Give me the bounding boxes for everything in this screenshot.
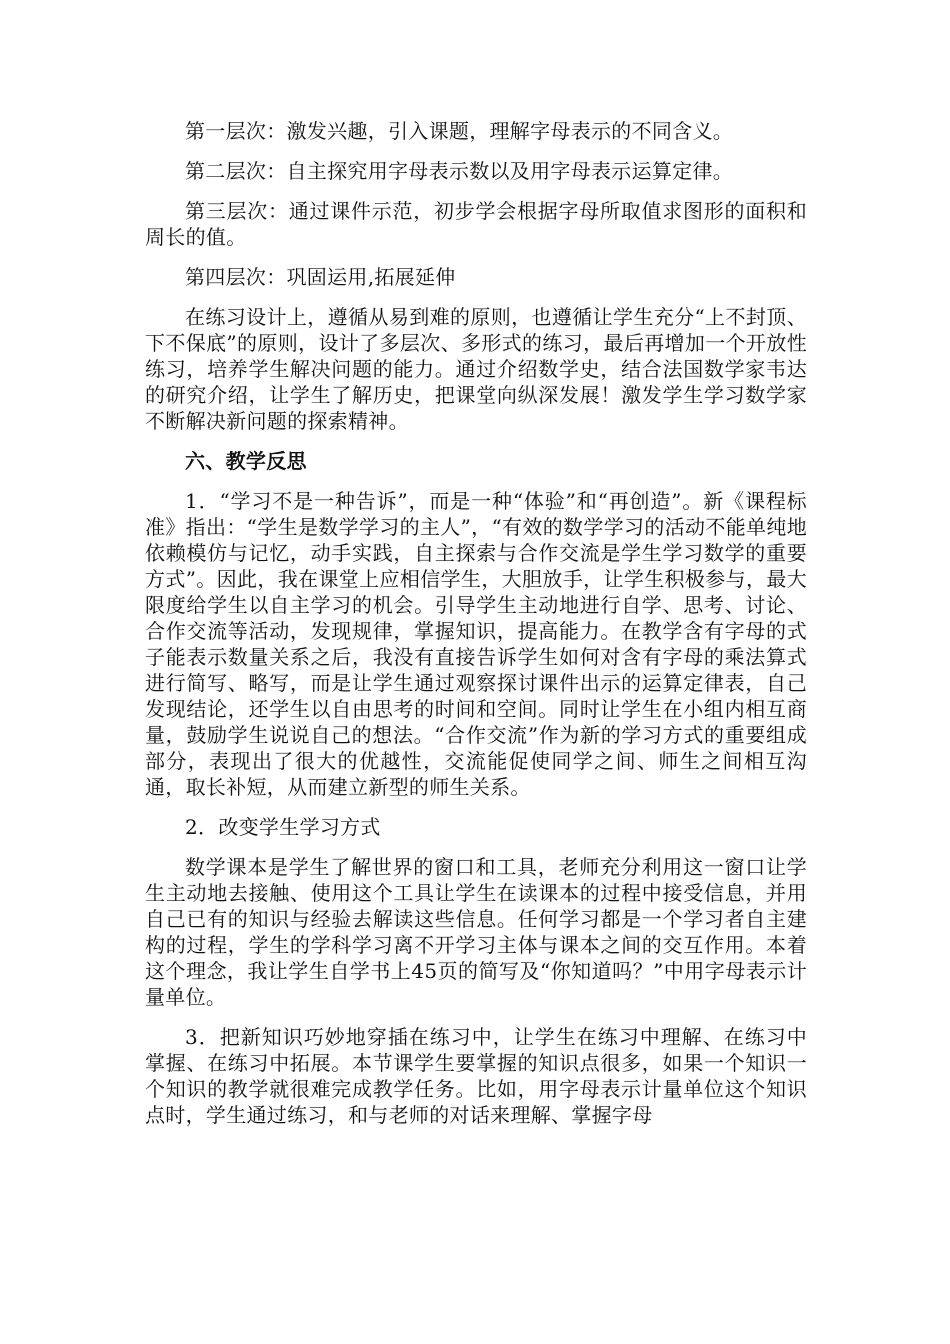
paragraph-reflection-1: 1．“学习不是一种告诉”，而是一种“体验”和“再创造”。新《课程标准》指出：“学生是数学学习的主人”，“有效的数学学习的活动不能单纯地依赖模仿与记忆，动手实践，自主探索与合作交流是学生学习数学的重要方式”。因此，我在课堂上应相信学生，大胆放手，让学生积极参与，最大限度给学生以自主学习的机会。引导学生主动地进行自学、思考、讨论、合作交流等活动，发现规律，掌握知识，提高能力。在教学含有字母的式子能表示数量关系之后，我没有直接告诉学生如何对含有字母的乘法算式进行简写、略写，而是让学生通过观察探讨课件出示的运算定律表，自己发现结论，还学生以自由思考的时间和空间。同时让学生在小组内相互商量，鼓励学生说说自己的想法。“合作交流”作为新的学习方式的重要组成部分，表现出了很大的优越性，交流能促使同学之间、师生之间相互沟通，取长补短，从而建立新型的师生关系。 <box>145 489 807 799</box>
paragraph-level-2: 第二层次：自主探究用字母表示数以及用字母表示运算定律。 <box>185 159 734 183</box>
paragraph-reflection-2-body: 数学课本是学生了解世界的窗口和工具，老师充分利用这一窗口让学生主动地去接触、使用这个工具让学生在读课本的过程中接受信息，并用自己已有的知识与经验去解读这些信息。任何学习都是一个学习者自主建构的过程，学生的学科学习离不开学习主体与课本之间的交互作用。本着这个理念，我让学生自学书上45页的简写及“你知道吗？”中用字母表示计量单位。 <box>145 855 807 1009</box>
paragraph-reflection-2-title: 2．改变学生学习方式 <box>185 815 381 839</box>
paragraph-practice-design: 在练习设计上，遵循从易到难的原则，也遵循让学生充分“上不封顶、下不保底”的原则，设计了多层次、多形式的练习，最后再增加一个开放性练习，培养学生解决问题的能力。通过介绍数学史，结合法国数学家韦达的研究介绍，让学生了解历史，把课堂向纵深发展！激发学生学习数学家不断解决新问题的探索精神。 <box>145 305 807 433</box>
section-heading: 六、教学反思 <box>185 449 307 473</box>
paragraph-level-1: 第一层次：激发兴趣，引入课题，理解字母表示的不同含义。 <box>185 119 734 143</box>
document-page <box>145 118 807 1142</box>
paragraph-level-3: 第三层次：通过课件示范，初步学会根据字母所取值求图形的面积和周长的值。 <box>145 199 807 249</box>
paragraph-level-4: 第四层次：巩固运用,拓展延伸 <box>185 265 456 289</box>
paragraph-reflection-3: 3．把新知识巧妙地穿插在练习中，让学生在练习中理解、在练习中掌握、在练习中拓展。本节课学生要掌握的知识点很多，如果一个知识一个知识的教学就很难完成教学任务。比如，用字母表示计量单位这个知识点时，学生通过练习，和与老师的对话来理解、掌握字母 <box>145 1025 807 1127</box>
